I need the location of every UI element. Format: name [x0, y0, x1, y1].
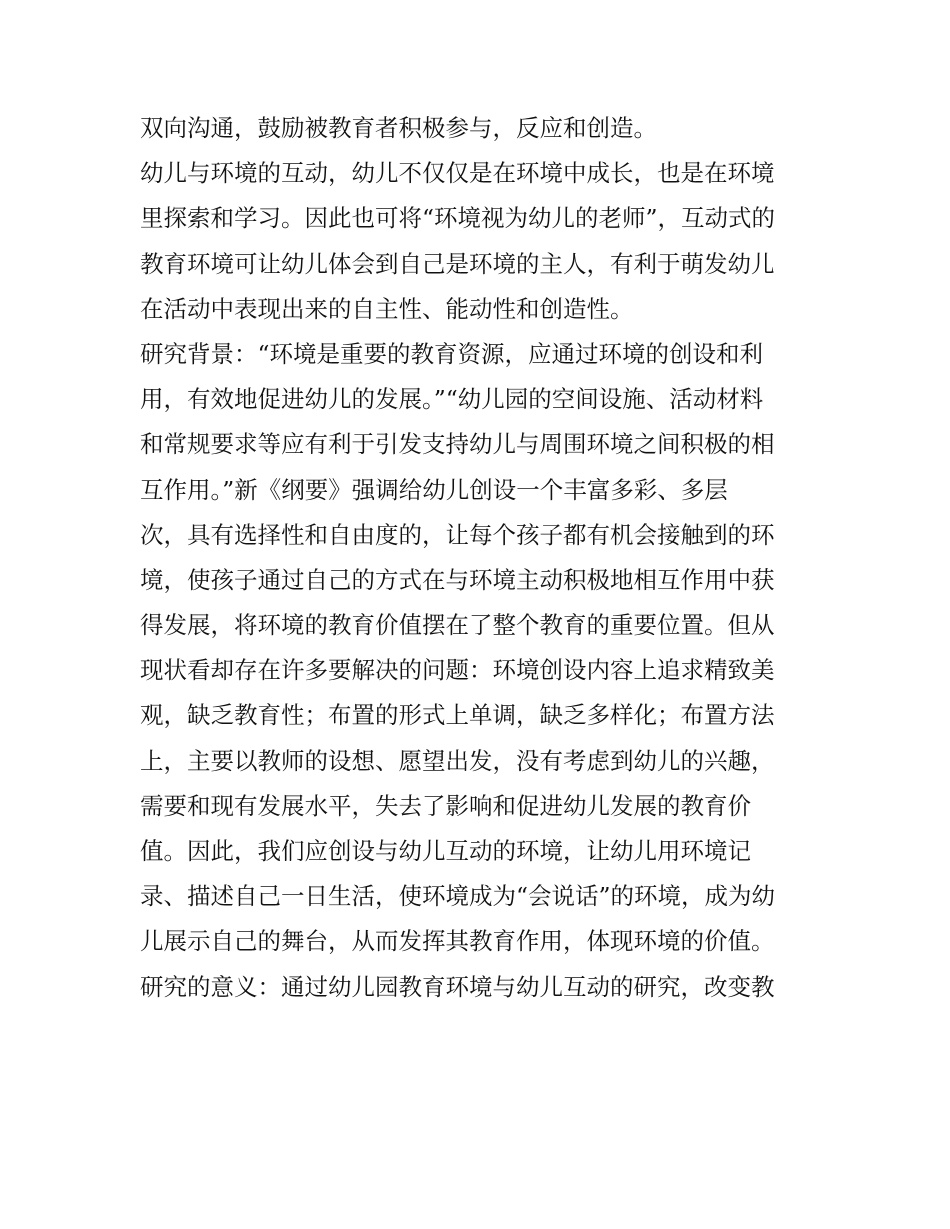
text-line: 得发展，将环境的教育价值摆在了整个教育的重要位置。但从 [140, 611, 775, 640]
text-line: 幼儿与环境的互动，幼儿不仅仅是在环境中成长，也是在环境 [140, 159, 775, 188]
text-line: 现状看却存在许多要解决的问题：环境创设内容上追求精致美 [140, 656, 775, 685]
text-line: 互作用。”新《纲要》强调给幼儿创设一个丰富多彩、多层 [140, 475, 728, 504]
text-line: 研究背景：“环境是重要的教育资源，应通过环境的创设和利 [140, 339, 764, 368]
text-line: 观，缺乏教育性；布置的形式上单调，缺乏多样化；布置方法 [140, 701, 775, 730]
text-line: 儿展示自己的舞台，从而发挥其教育作用，体现环境的价值。 [140, 927, 775, 956]
text-line: 用，有效地促进幼儿的发展。”“幼儿园的空间设施、活动材料 [140, 385, 764, 414]
text-line: 教育环境可让幼儿体会到自己是环境的主人，有利于萌发幼儿 [140, 249, 775, 278]
text-line: 在活动中表现出来的自主性、能动性和创造性。 [140, 294, 634, 323]
text-line: 和常规要求等应有利于引发支持幼儿与周围环境之间积极的相 [140, 430, 775, 459]
text-line: 里探索和学习。因此也可将“环境视为幼儿的老师”，互动式的 [140, 204, 776, 233]
text-line: 研究的意义：通过幼儿园教育环境与幼儿互动的研究，改变教 [140, 972, 775, 1001]
text-line: 录、描述自己一日生活，使环境成为“会说话”的环境，成为幼 [140, 882, 776, 911]
text-line: 上，主要以教师的设想、愿望出发，没有考虑到幼儿的兴趣， [140, 746, 775, 775]
text-line: 值。因此，我们应创设与幼儿互动的环境，让幼儿用环境记 [140, 837, 751, 865]
text-line: 需要和现有发展水平，失去了影响和促进幼儿发展的教育价 [140, 791, 751, 820]
text-line: 境，使孩子通过自己的方式在与环境主动积极地相互作用中获 [140, 565, 775, 594]
text-line: 双向沟通，鼓励被教育者积极参与，反应和创造。 [140, 114, 657, 142]
body-text [140, 106, 820, 1010]
text-line: 次，具有选择性和自由度的，让每个孩子都有机会接触到的环 [140, 520, 775, 549]
